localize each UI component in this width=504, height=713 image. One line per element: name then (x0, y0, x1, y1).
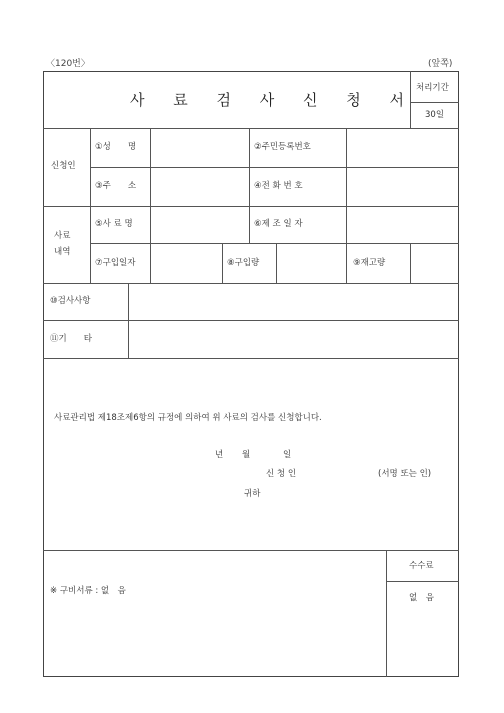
applicant-section-label: 신청인 (51, 161, 76, 171)
feed-bottom-line (43, 283, 459, 284)
stock-qty-label-line (410, 243, 411, 283)
processing-label: 처리기간 (416, 83, 449, 93)
address-field[interactable] (152, 169, 247, 205)
processing-divider (410, 102, 459, 103)
purchase-date-value-line (222, 243, 223, 283)
purchase-date-label: ⑦구입일자 (95, 258, 136, 268)
feed-section-label-top: 사료 (54, 231, 71, 241)
fee-value: 없 음 (409, 593, 434, 603)
purchase-qty-label: ⑧구입량 (227, 258, 260, 268)
feed-name-label-line (150, 206, 151, 243)
applicant-right-label-line (346, 128, 347, 206)
required-documents: ※ 구비서류 : 없 음 (50, 586, 126, 596)
fee-divider (386, 581, 459, 582)
section-label-line (90, 128, 91, 283)
application-statement: 사료관리법 제18조제6항의 규정에 의하여 위 사료의 검사를 신청합니다. (54, 413, 322, 423)
feed-date-label-line (346, 206, 347, 243)
purchase-date-field[interactable] (152, 245, 220, 282)
fee-left-line (386, 550, 387, 677)
other-bottom-line (43, 358, 459, 359)
feed-center-line (249, 206, 250, 243)
signer-label: 신 청 인 (266, 469, 297, 479)
feed-mid-line (90, 243, 459, 244)
purchase-qty-value-line (346, 243, 347, 283)
stock-qty-label: ⑨재고량 (353, 258, 386, 268)
fee-label: 수수료 (409, 561, 434, 571)
purchase-qty-label-line (276, 243, 277, 283)
processing-value: 30일 (425, 110, 445, 120)
inspection-label: ⑩검사사항 (50, 296, 91, 306)
inspection-field[interactable] (130, 285, 457, 319)
form-number: 〈120번〉 (46, 59, 90, 69)
resident-id-field[interactable] (348, 130, 457, 166)
feed-name-field[interactable] (152, 208, 247, 242)
feed-section-label-bottom: 내역 (54, 247, 71, 257)
stock-qty-field[interactable] (412, 245, 457, 282)
purchase-date-label-line (150, 243, 151, 283)
inspection-label-line (128, 283, 129, 358)
applicant-label-line (150, 128, 151, 206)
other-label: ⑪기 타 (50, 334, 92, 344)
title-bottom-line (43, 128, 459, 129)
applicant-mid-line (90, 167, 459, 168)
date-year: 년 (215, 450, 224, 460)
name-label: ①성 명 (95, 142, 137, 152)
phone-field[interactable] (348, 169, 457, 205)
signer-field[interactable] (300, 465, 370, 483)
address-label: ③주 소 (95, 181, 137, 191)
applicant-center-line (249, 128, 250, 206)
phone-label: ④전 화 번 호 (254, 181, 303, 191)
statement-bottom-line (43, 550, 459, 551)
mfg-date-label: ⑥제 조 일 자 (254, 219, 303, 229)
purchase-qty-field[interactable] (278, 245, 344, 282)
applicant-bottom-line (43, 206, 459, 207)
date-day: 일 (283, 450, 292, 460)
date-month: 월 (242, 450, 251, 460)
page-side-label: (앞쪽) (428, 59, 453, 69)
form-title: 사 료 검 사 신 청 서 (130, 91, 417, 109)
addressee-label: 귀하 (244, 489, 261, 499)
feed-name-label: ⑤사 료 명 (95, 219, 133, 229)
mfg-date-field[interactable] (348, 208, 457, 242)
name-field[interactable] (152, 130, 247, 166)
inspection-bottom-line (43, 320, 459, 321)
sign-note: (서명 또는 인) (378, 469, 432, 479)
resident-id-label: ②주민등록번호 (254, 142, 311, 152)
other-field[interactable] (130, 322, 457, 357)
